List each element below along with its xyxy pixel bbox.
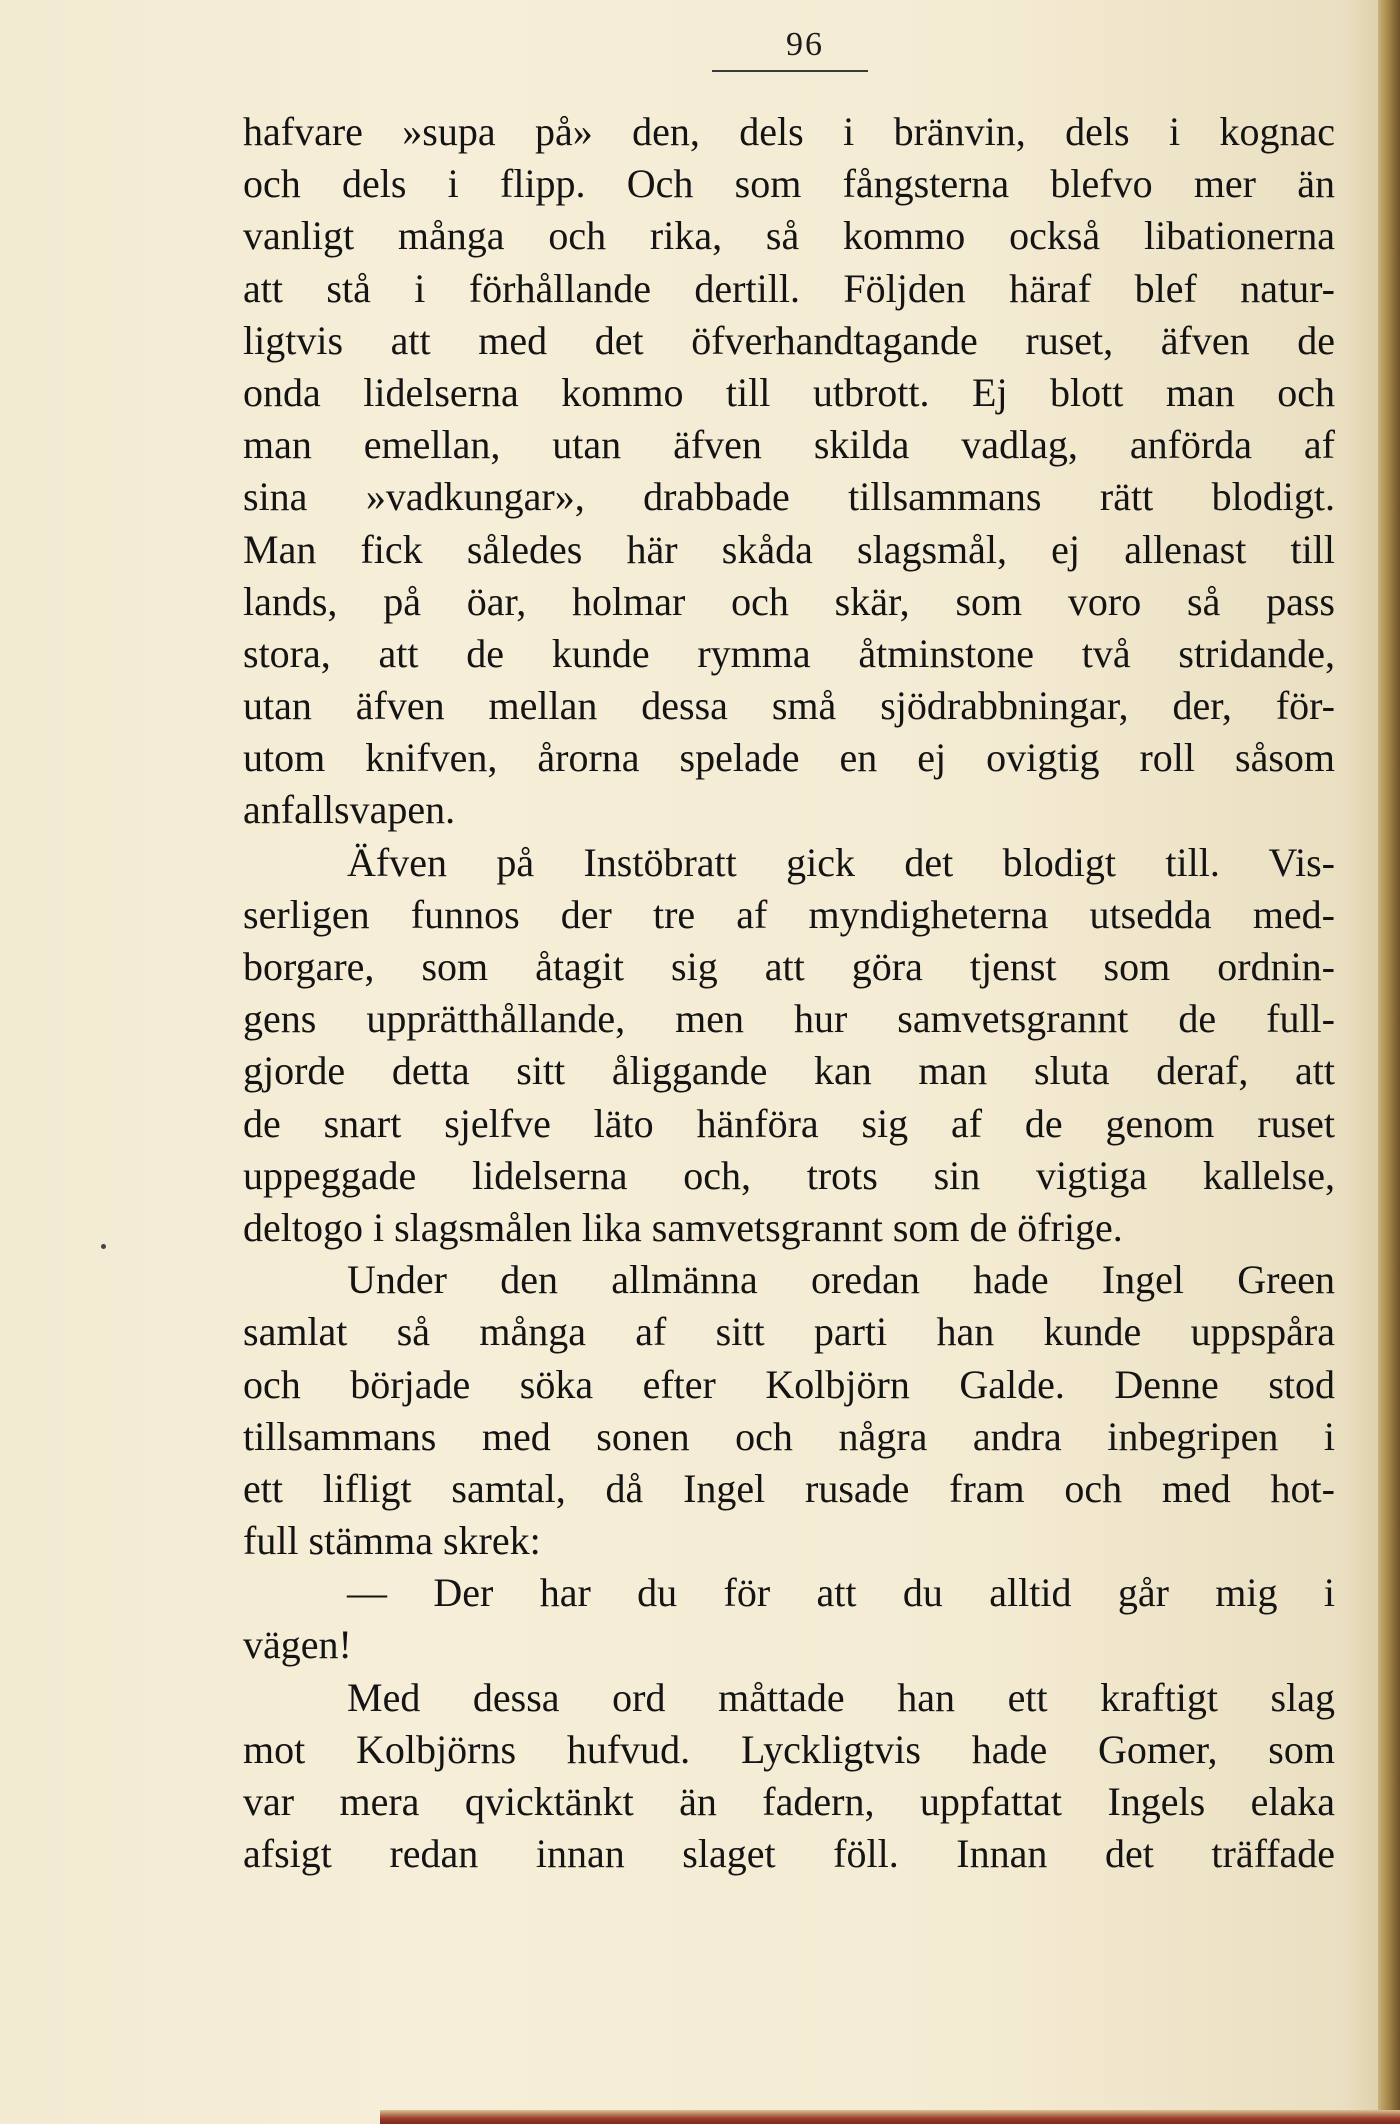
text-line: stora, att de kunde rymma åtminstone två stridande,: [243, 630, 1335, 676]
margin-speck: [101, 1244, 106, 1249]
text-line: — Der har du för att du alltid går mig i: [347, 1570, 1335, 1616]
text-line: gens upprätthållande, men hur samvetsgrannt de full-: [243, 996, 1335, 1042]
text-line: sina »vadkungar», drabbade tillsammans rätt blodigt.: [243, 474, 1335, 520]
text-line: man emellan, utan äfven skilda vadlag, anförda af: [243, 422, 1335, 468]
text-line: hafvare »supa på» den, dels i bränvin, dels i kognac: [243, 109, 1335, 154]
text-line: mot Kolbjörns hufvud. Lyckligtvis hade Gomer, som: [243, 1726, 1335, 1772]
text-line: uppeggade lidelserna och, trots sin vigtiga kallelse,: [243, 1152, 1335, 1198]
text-line: anfallsvapen.: [243, 787, 456, 833]
book-edge-right: [1378, 0, 1400, 2124]
text-line: afsigt redan innan slaget föll. Innan det träffade: [243, 1831, 1335, 1877]
book-cover-edge: [380, 2110, 1400, 2124]
text-line: Äfven på Instöbratt gick det blodigt till. Vis-: [347, 839, 1335, 885]
text-line: borgare, som åtagit sig att göra tjenst som ordnin-: [243, 944, 1335, 989]
text-line: att stå i förhållande dertill. Följden häraf blef natur-: [243, 265, 1335, 311]
page-number: 96: [786, 26, 824, 63]
text-line: serligen funnos der tre af myndigheterna utsedda med-: [243, 891, 1335, 937]
page-number-rule: [712, 70, 868, 72]
text-line: ett lifligt samtal, då Ingel rusade fram och med hot-: [243, 1465, 1335, 1511]
text-line: gjorde detta sitt åliggande kan man sluta deraf, att: [243, 1048, 1335, 1094]
text-line: ligtvis att med det öfverhandtagande ruset, äfven de: [243, 317, 1335, 363]
text-line: Man fick således här skåda slagsmål, ej allenast till: [243, 526, 1335, 572]
text-line: full stämma skrek:: [243, 1518, 541, 1564]
text-line: och började söka efter Kolbjörn Galde. Denne stod: [243, 1361, 1335, 1407]
text-line: lands, på öar, holmar och skär, som voro så pass: [243, 578, 1335, 624]
text-line: deltogo i slagsmålen lika samvetsgrannt som de öfrige.: [243, 1204, 1123, 1250]
text-line: samlat så många af sitt parti han kunde uppspåra: [243, 1309, 1335, 1355]
text-line: vägen!: [243, 1622, 352, 1668]
text-line: vanligt många och rika, så kommo också libationerna: [243, 213, 1335, 259]
text-line: Under den allmänna oredan hade Ingel Green: [347, 1257, 1335, 1303]
text-line: utom knifven, årorna spelade en ej ovigtig roll såsom: [243, 735, 1335, 781]
body-text: [243, 106, 1335, 1880]
text-line: var mera qvicktänkt än fadern, uppfattat Ingels elaka: [243, 1779, 1335, 1824]
text-line: tillsammans med sonen och några andra inbegripen i: [243, 1413, 1335, 1459]
text-line: Med dessa ord måttade han ett kraftigt slag: [347, 1674, 1335, 1720]
text-line: och dels i flipp. Och som fångsterna blefvo mer än: [243, 161, 1335, 207]
text-line: utan äfven mellan dessa små sjödrabbningar, der, för-: [243, 683, 1335, 729]
text-line: onda lidelserna kommo till utbrott. Ej blott man och: [243, 369, 1335, 415]
text-line: de snart sjelfve läto hänföra sig af de genom ruset: [243, 1100, 1335, 1146]
